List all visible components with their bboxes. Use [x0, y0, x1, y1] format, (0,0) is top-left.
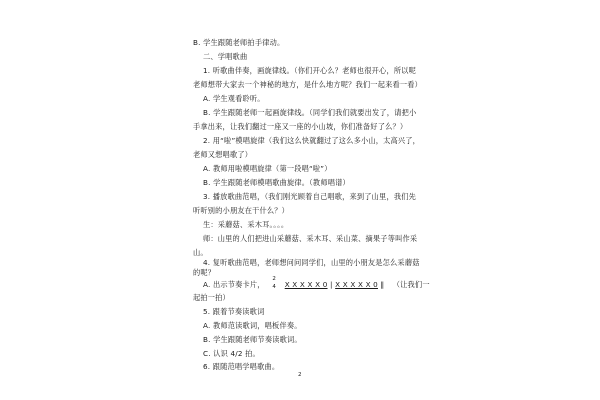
text-line: 1. 听歌曲伴奏，画旋律线。（你们开心么？老师也很开心，所以呢 [203, 66, 416, 75]
page-number: 2 [298, 372, 302, 378]
text-line: 手拿出来，让我们翻过一座又一座的小山坡，你们准备好了么？） [193, 122, 408, 131]
rhythm-measure-1: X X X X X 0 [284, 279, 328, 289]
section-heading: 二、学唱歌曲 [203, 52, 248, 61]
text-line: 听听别的小朋友在干什么？） [193, 206, 290, 215]
text-line: 的呢？ [193, 268, 216, 277]
text-line: 2. 用“啦”模唱旋律（我们这么快就翻过了这么多小山，太高兴了， [203, 136, 421, 145]
rhythm-card-line [203, 276, 430, 292]
rhythm-end-barline: ‖ [380, 279, 385, 289]
text-line: 山。 [193, 248, 208, 257]
text-line: 3. 播放歌曲范唱，（我们刚光顾着自己唱歌，来到了山里，我们先 [203, 192, 416, 201]
text-line: A. 学生观看聆听。 [203, 94, 265, 103]
time-signature-numerator: 2 [272, 276, 277, 282]
text-line: 师：山里的人们把进山采蘑菇、采木耳、采山菜、摘果子等叫作采 [203, 234, 418, 243]
text-line: A. 教师范读歌词，唱板伴奏。 [203, 321, 302, 330]
text-line: A. 教师用啦模唱旋律（第一段唱“啦”） [203, 164, 332, 173]
text-line: 5. 跟着节奏读歌词 [203, 307, 265, 316]
time-signature-denominator: 4 [272, 284, 277, 290]
text-line: B. 学生跟随老师节奏读歌词。 [203, 335, 302, 344]
text-line: B. 学生跟随老师一起画旋律线。（同学们我们就要出发了，请把小 [203, 108, 417, 117]
rhythm-measure-2: X X X X X 0 [335, 279, 378, 289]
rhythm-barline: | [330, 279, 333, 289]
text-line: 4. 复听歌曲范唱，老师想问问同学们，山里的小朋友是怎么采蘑菇 [203, 258, 420, 267]
rhythm-suffix: （让我们一 [392, 279, 430, 289]
text-line: 老师又想唱歌了） [193, 150, 253, 159]
text-line: 6. 跟随范唱学唱歌曲。 [203, 362, 280, 371]
text-line: C. 认识 4/2 拍。 [203, 349, 260, 358]
text-line: 生：采蘑菇、采木耳。。。。 [203, 220, 289, 229]
time-signature [270, 276, 278, 292]
text-line: B. 学生跟随老师拍手律动。 [193, 38, 285, 47]
text-line: 起拍一拍） [193, 293, 230, 302]
text-line: B. 学生跟随老师模唱歌曲旋律。（教师唱谱） [203, 178, 350, 187]
rhythm-prefix: A. 出示节奏卡片， [203, 279, 265, 289]
text-line: 老师想带大家去一个神秘的地方，是什么地方呢？我们一起来看一看） [193, 80, 423, 89]
